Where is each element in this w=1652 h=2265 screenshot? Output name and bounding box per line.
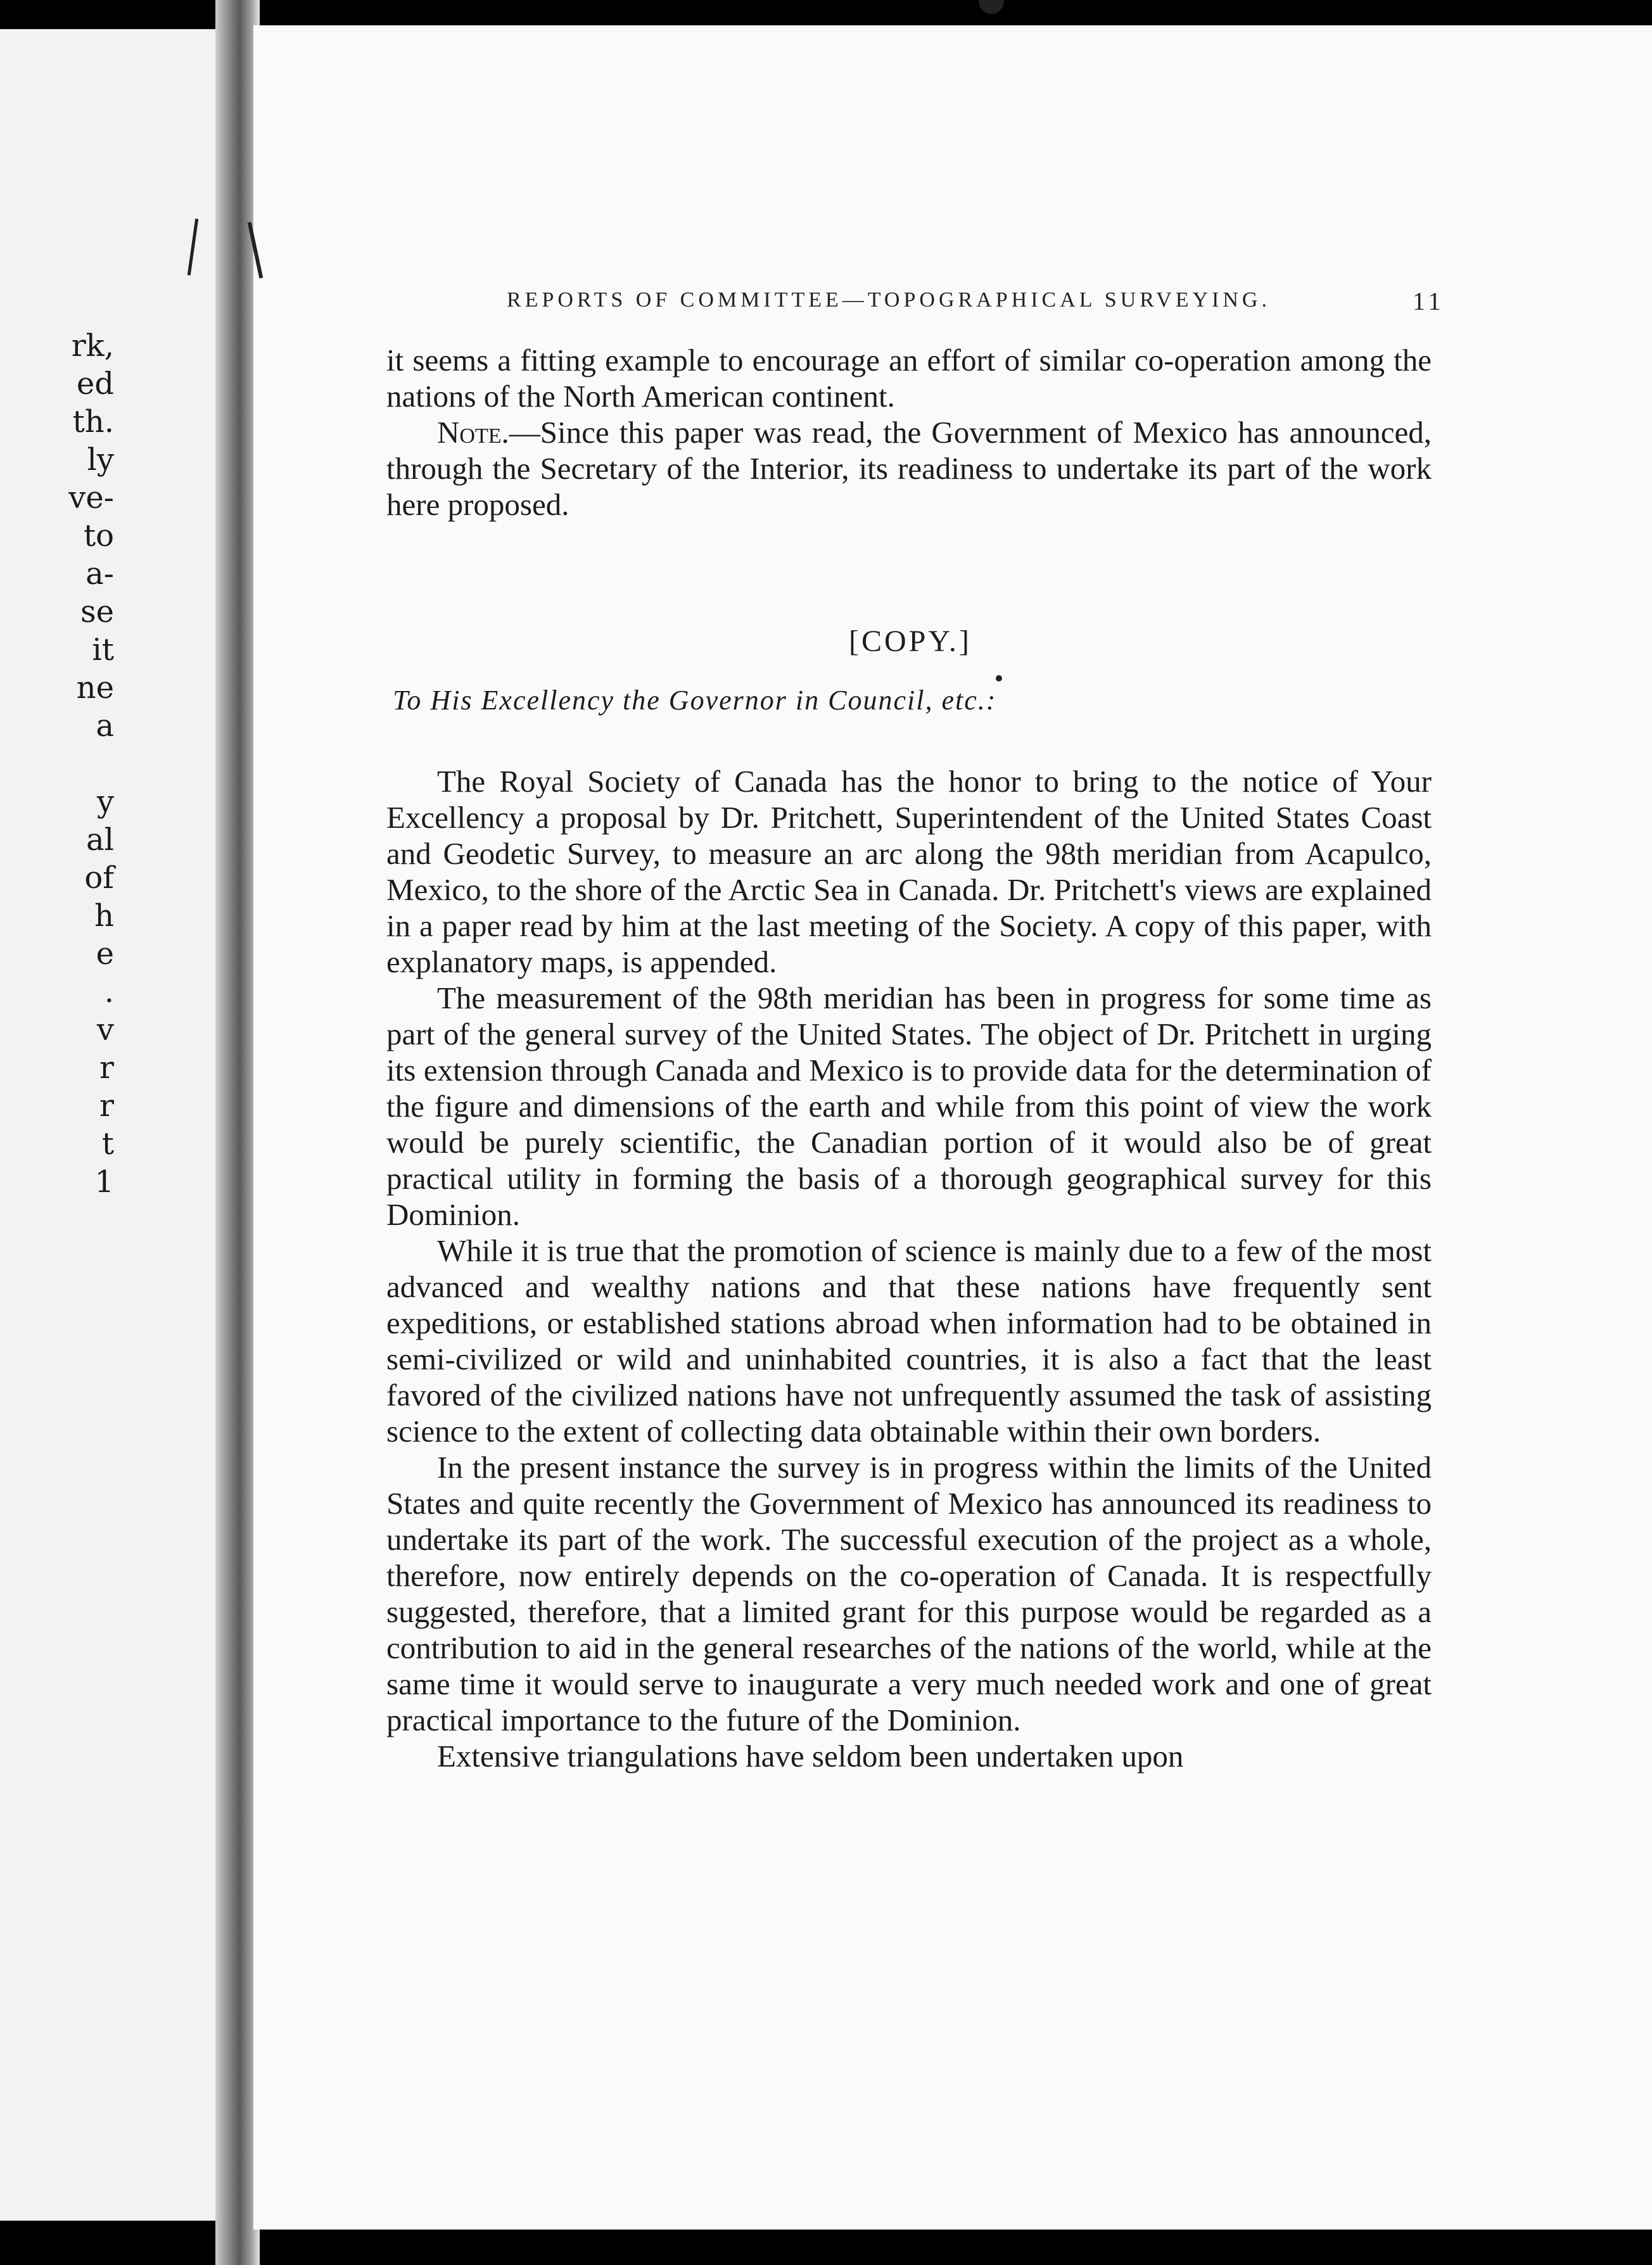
left-fragment: [0, 745, 114, 783]
body-paragraph: In the present instance the survey is in progress within the limits of the United States and quite recently the Government of Mexico has announced its readiness to undertake its part of the work. The successful execution of the project as a whole, therefore, now entirely depends on the co-operation of Canada. It is respectfully suggested, therefore, that a limited grant for this purpose would be regarded as a contribution to aid in the general researches of the nations of the world, while at the same time it would serve to inaugurate a very much needed work and one of great practical importance to the future of the Dominion.: [386, 1450, 1432, 1737]
body-paragraph-last-line: Extensive triangulations have seldom been undertaken upon: [437, 1739, 1184, 1773]
left-fragment: r: [99, 1050, 114, 1086]
left-fragment: of: [84, 860, 114, 896]
left-fragment: ve-: [68, 480, 114, 516]
left-fragment: to: [83, 518, 114, 554]
left-fragment: a-: [86, 556, 114, 592]
left-fragment: ly: [87, 442, 114, 478]
left-fragment: 1: [94, 1164, 114, 1200]
body-paragraph: While it is true that the promotion of science is mainly due to a few of the most advanced and wealthy nations and that these nations have frequently sent expeditions, or established stations abroad when information had to be obtained in semi-civilized or wild and uninhabited countries, it is also a fact that the least favored of the civilized nations have not unfrequently assumed the task of assisting science to the extent of collecting data obtainable within their own borders.: [386, 1233, 1432, 1449]
top-paragraph-block: [386, 342, 1432, 523]
note-paragraph: [386, 414, 1432, 523]
page-number: 11: [1413, 287, 1445, 315]
left-fragment: se: [80, 594, 114, 630]
left-fragment: a: [96, 708, 114, 744]
note-label: Note.: [437, 415, 509, 450]
left-fragment: .: [104, 974, 114, 1010]
left-fragment: e: [96, 936, 114, 972]
left-fragment: rk,: [71, 328, 114, 364]
letter-body: [386, 763, 1432, 1774]
running-title: REPORTS OF COMMITTEE—TOPOGRAPHICAL SURVEYING.: [507, 288, 1271, 312]
body-paragraph: The measurement of the 98th meridian has been in progress for some time as part of the general survey of the United States. The object of Dr. Pritchett in urging its extension through Canada and Mexico is to provide data for the determination of the figure and dimensions of the earth and while from this point of view the work would be purely scientific, the Canadian portion of it would also be of great practical utility in forming the basis of a thorough geographical survey for this Dominion.: [386, 980, 1432, 1232]
scan-mark-top: [979, 0, 1004, 14]
stray-dot: [996, 675, 1002, 682]
left-fragment: y: [96, 784, 114, 820]
left-fragment: r: [99, 1088, 114, 1124]
body-paragraph: The Royal Society of Canada has the honor to bring to the notice of Your Excellency a proposal by Dr. Pritchett, Superintendent of the United States Coast and Geodetic Survey, to measure an arc along the 98th meridian from Acapulco, Mexico, to the shore of the Arctic Sea in Canada. Dr. Pritchett's views are explained in a paper read by him at the last meeting of the Society. A copy of this paper, with explanatory maps, is appended.: [386, 764, 1432, 979]
top-paragraph: it seems a fitting example to encourage an effort of similar co-operation among the nations of the North American continent.: [386, 343, 1432, 414]
left-fragment: v: [96, 1012, 114, 1048]
left-fragment: al: [86, 822, 114, 858]
left-facing-page: [0, 29, 228, 2221]
copy-heading: [COPY.]: [849, 625, 972, 658]
left-fragment: h: [94, 898, 114, 934]
left-page-text-fragments: [0, 327, 114, 1201]
left-fragment: ed: [76, 366, 114, 402]
left-fragment: ne: [76, 670, 114, 706]
note-text: —Since this paper was read, the Government of Mexico has announced, through the Secretary of the Interior, its readiness to undertake its part of the work here proposed.: [386, 415, 1432, 522]
salutation: To His Excellency the Governor in Council, etc.:: [393, 685, 997, 716]
left-fragment: t: [101, 1126, 114, 1162]
left-fragment: th.: [72, 404, 114, 440]
left-fragment: it: [92, 632, 114, 668]
